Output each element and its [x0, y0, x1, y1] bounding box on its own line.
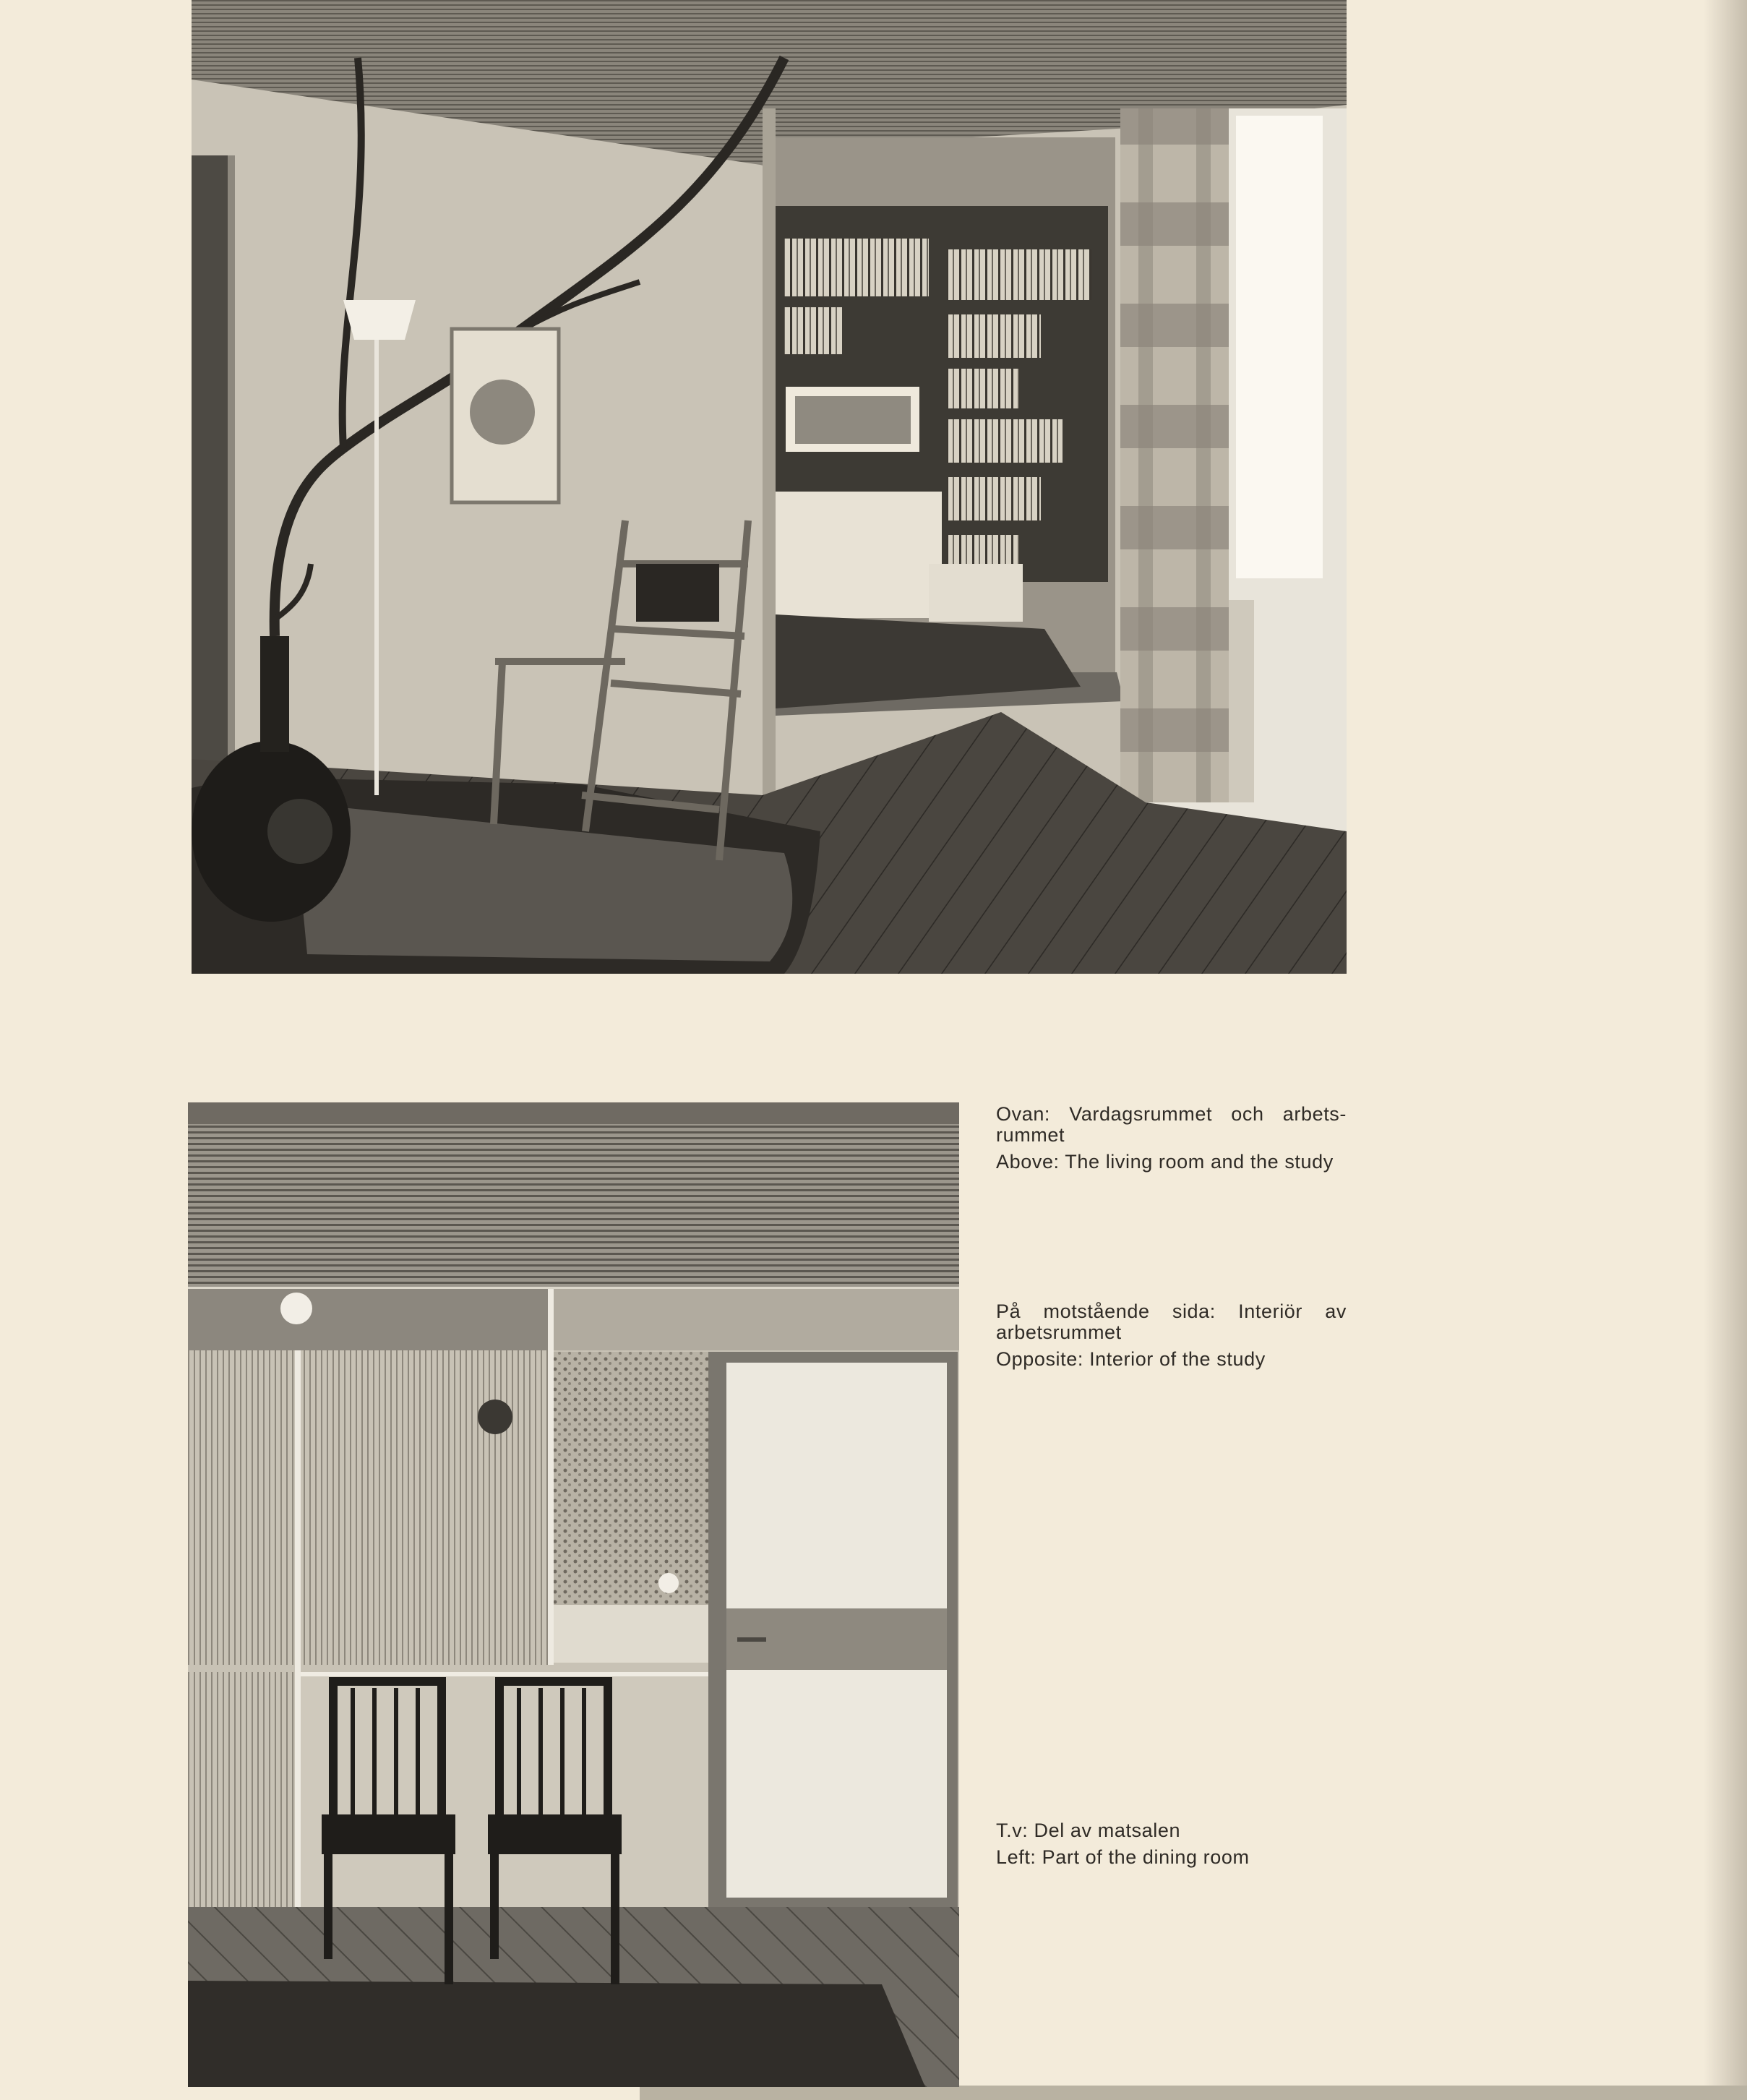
- caption-left-swedish: T.v: Del av matsalen: [996, 1820, 1181, 1841]
- caption-opposite: [996, 1301, 1347, 1376]
- page-edge-shadow: [1704, 0, 1747, 2100]
- caption-opposite-english: Opposite: Interior of the study: [996, 1348, 1266, 1370]
- scan-edge-strip: [640, 2086, 1747, 2100]
- caption-left: [996, 1820, 1347, 1874]
- caption-left-english: Left: Part of the dining room: [996, 1846, 1250, 1868]
- living-room-photo-image: [192, 0, 1347, 974]
- caption-above-english: Above: The living room and the study: [996, 1151, 1334, 1173]
- caption-opposite-swedish: På motstående sida: Interiör av arbetsrummet: [996, 1300, 1347, 1343]
- caption-above: [996, 1104, 1347, 1178]
- dining-room-photo-image: [188, 1102, 959, 2087]
- caption-above-swedish: Ovan: Vardagsrummet och arbets-rummet: [996, 1103, 1347, 1146]
- dining-room-photo: [188, 1102, 959, 2087]
- living-room-photo: [192, 0, 1347, 974]
